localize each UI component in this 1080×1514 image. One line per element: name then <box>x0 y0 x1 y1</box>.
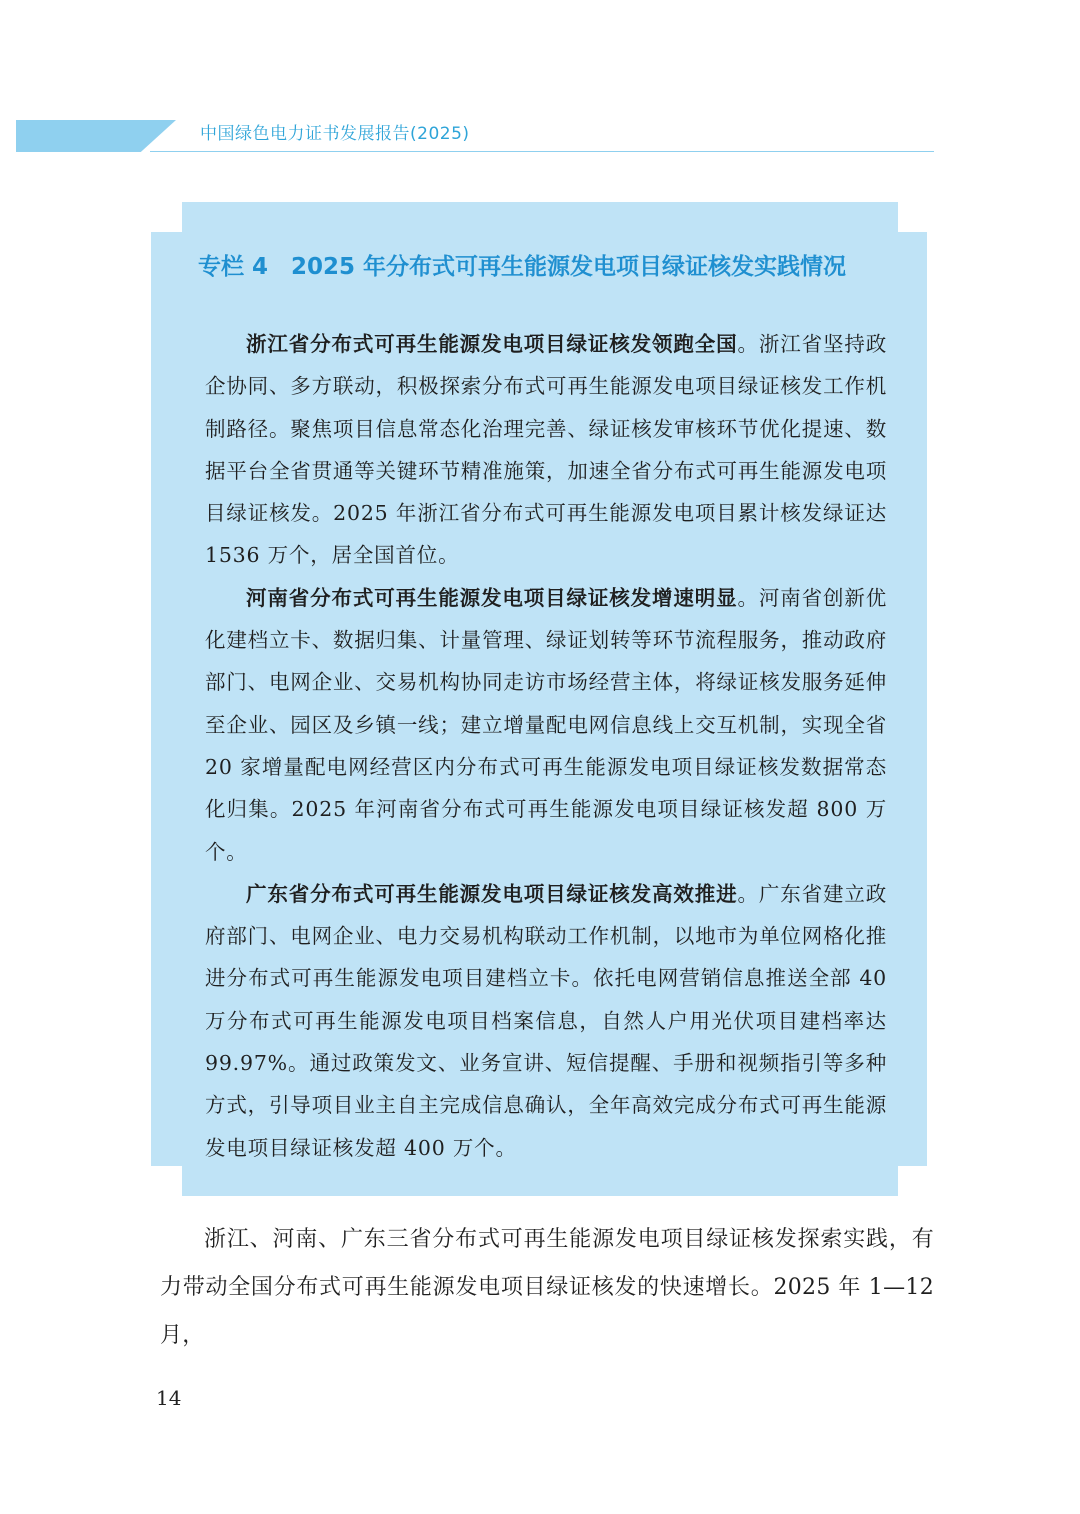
box-paragraph-zhejiang <box>205 323 887 577</box>
page-number: 14 <box>156 1386 182 1410</box>
header-rule <box>150 151 934 152</box>
box-paragraph-henan <box>205 577 887 873</box>
box-paragraph-text: 。广东省建立政府部门、电网企业、电力交易机构联动工作机制，以地市为单位网格化推进分布式可再生能源发电项目建档立卡。依托电网营销信息推送全部 40 万分布式可再生能源发电项目档案信息，自然人户用光伏项目建档率达 99.97%。通过政策发文、业务宣讲、短信提醒、手册和视频指引等多种方式，引导项目业主自主完成信息确认，全年高效完成分布式可再生能源发电项目绿证核发超 400 万个。 <box>205 881 887 1160</box>
box-paragraph-lead: 广东省分布式可再生能源发电项目绿证核发高效推进 <box>246 881 738 906</box>
box-paragraph-text: 。浙江省坚持政企协同、多方联动，积极探索分布式可再生能源发电项目绿证核发工作机制路径。聚焦项目信息常态化治理完善、绿证核发审核环节优化提速、数据平台全省贯通等关键环节精准施策，加速全省分布式可再生能源发电项目绿证核发。2025 年浙江省分布式可再生能源发电项目累计核发绿证达 1536 万个，居全国首位。 <box>205 332 887 568</box>
sidebar-box-title: 专栏 4 2025 年分布式可再生能源发电项目绿证核发实践情况 <box>198 254 847 280</box>
box-paragraph-lead: 浙江省分布式可再生能源发电项目绿证核发领跑全国 <box>246 332 738 356</box>
body-paragraph: 浙江、河南、广东三省分布式可再生能源发电项目绿证核发探索实践，有力带动全国分布式可再生能源发电项目绿证核发的快速增长。2025 年 1—12 月， <box>160 1227 934 1348</box>
sidebar-box-body <box>205 323 887 1169</box>
box-paragraph-lead: 河南省分布式可再生能源发电项目绿证核发增速明显 <box>246 585 738 610</box>
running-header-title: 中国绿色电力证书发展报告(2025) <box>200 124 470 144</box>
box-paragraph-text: 。河南省创新优化建档立卡、数据归集、计量管理、绿证划转等环节流程服务，推动政府部门、电网企业、交易机构协同走访市场经营主体，将绿证核发服务延伸至企业、园区及乡镇一线；建立增量配电网信息线上交互机制，实现全省 20 家增量配电网经营区内分布式可再生能源发电项目绿证核发数据常态化归集。2025 年河南省分布式可再生能源发电项目绿证核发超 800 万个。 <box>205 585 887 864</box>
header-accent-tab <box>16 120 176 152</box>
box-paragraph-guangdong <box>205 873 887 1169</box>
